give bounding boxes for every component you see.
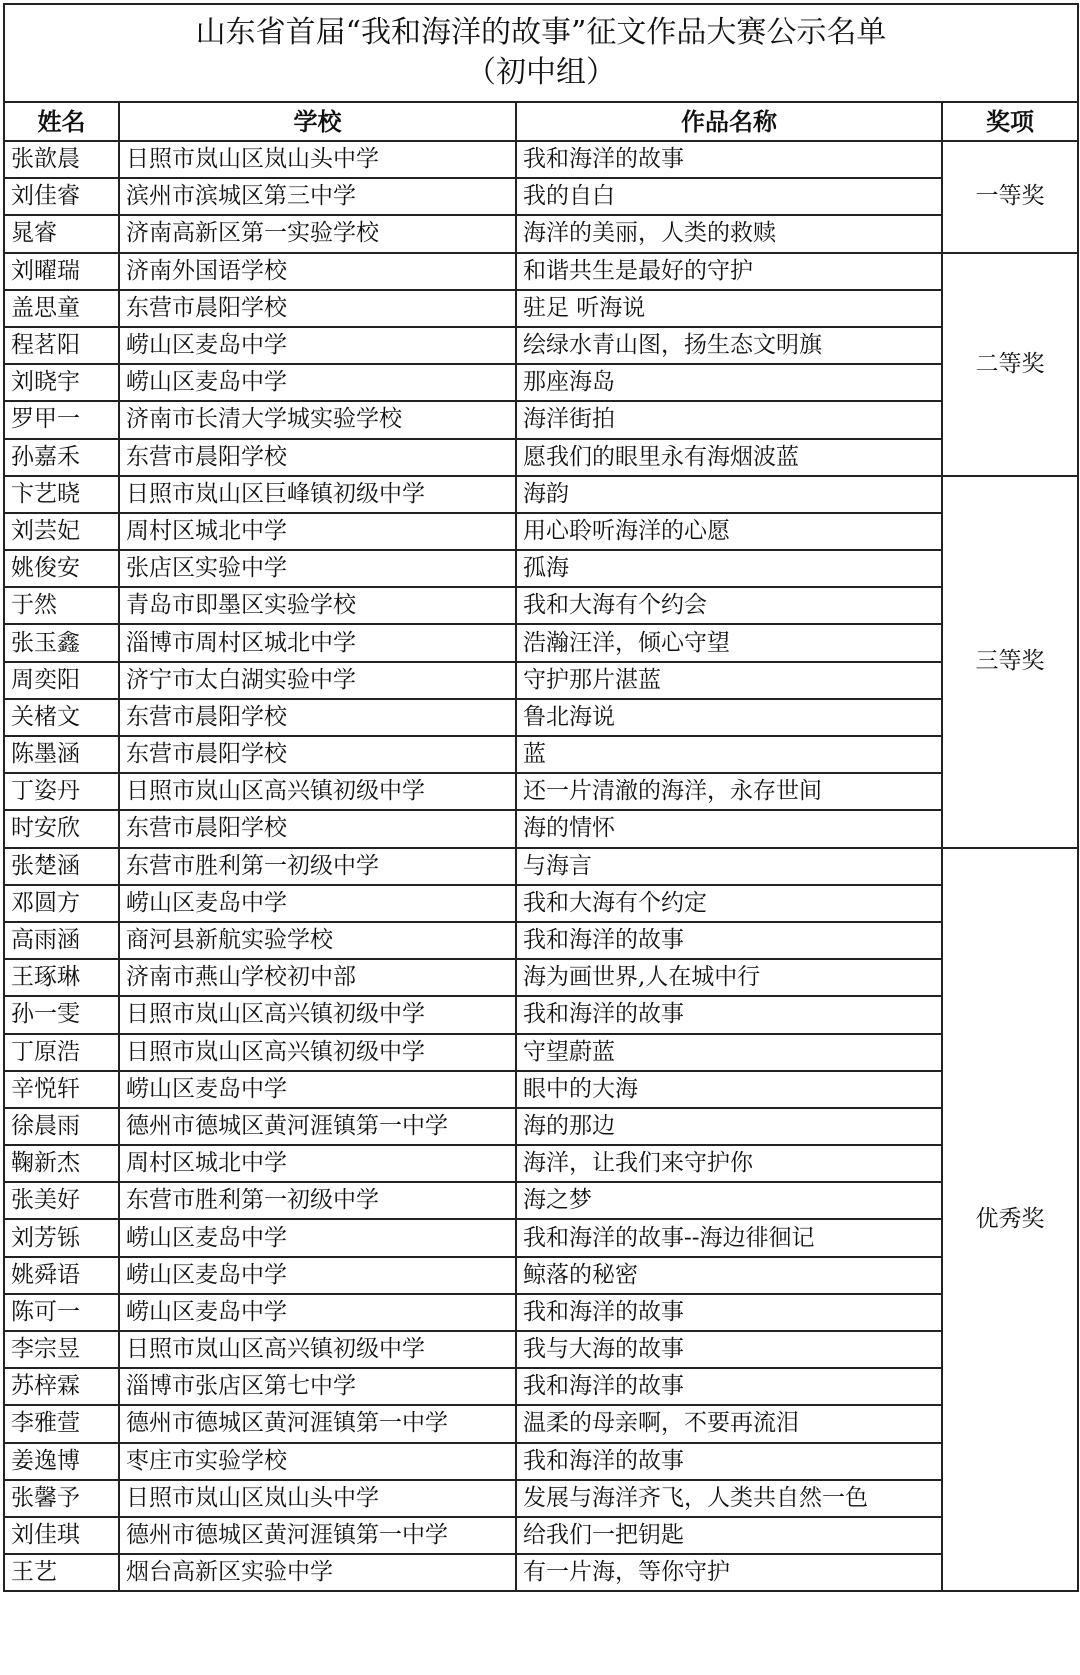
cell-name: 高雨涵 (4, 922, 119, 959)
cell-work: 海的那边 (516, 1108, 942, 1145)
cell-work: 我和海洋的故事 (516, 1368, 942, 1405)
table-row (4, 1443, 1078, 1480)
cell-name: 姚舜语 (4, 1257, 119, 1294)
cell-name: 徐晨雨 (4, 1108, 119, 1145)
cell-work: 海洋的美丽，人类的救赎 (516, 215, 942, 252)
table-row (4, 513, 1078, 550)
cell-name: 辛悦轩 (4, 1071, 119, 1108)
cell-school: 淄博市张店区第七中学 (119, 1368, 516, 1405)
cell-work: 给我们一把钥匙 (516, 1517, 942, 1554)
cell-name: 罗甲一 (4, 401, 119, 438)
cell-school: 日照市岚山区高兴镇初级中学 (119, 773, 516, 810)
cell-work: 我和大海有个约会 (516, 587, 942, 624)
table-row (4, 1331, 1078, 1368)
cell-school: 日照市岚山区岚山头中学 (119, 1480, 516, 1517)
table-row (4, 141, 1078, 178)
table-row (4, 253, 1078, 290)
cell-name: 丁原浩 (4, 1034, 119, 1071)
header-school: 学校 (119, 102, 516, 141)
cell-work: 我和大海有个约定 (516, 885, 942, 922)
cell-school: 崂山区麦岛中学 (119, 1071, 516, 1108)
cell-name: 刘佳琪 (4, 1517, 119, 1554)
cell-school: 东营市胜利第一初级中学 (119, 848, 516, 885)
cell-school: 商河县新航实验学校 (119, 922, 516, 959)
cell-name: 张玉鑫 (4, 624, 119, 661)
cell-school: 崂山区麦岛中学 (119, 1294, 516, 1331)
cell-school: 青岛市即墨区实验学校 (119, 587, 516, 624)
cell-name: 张歆晨 (4, 141, 119, 178)
table-row (4, 959, 1078, 996)
cell-name: 邓圆方 (4, 885, 119, 922)
cell-name: 孙一雯 (4, 996, 119, 1033)
cell-name: 刘佳睿 (4, 178, 119, 215)
cell-school: 张店区实验中学 (119, 550, 516, 587)
table-row (4, 736, 1078, 773)
cell-work: 我的自白 (516, 178, 942, 215)
cell-work: 鲁北海说 (516, 699, 942, 736)
table-row (4, 996, 1078, 1033)
table-row (4, 1480, 1078, 1517)
cell-school: 崂山区麦岛中学 (119, 327, 516, 364)
cell-work: 我和海洋的故事 (516, 141, 942, 178)
table-row (4, 922, 1078, 959)
cell-name: 张楚涵 (4, 848, 119, 885)
cell-name: 时安欣 (4, 810, 119, 847)
header-award: 奖项 (942, 102, 1078, 141)
table-row (4, 178, 1078, 215)
cell-name: 王琢琳 (4, 959, 119, 996)
cell-school: 德州市德城区黄河涯镇第一中学 (119, 1108, 516, 1145)
cell-school: 崂山区麦岛中学 (119, 1219, 516, 1256)
cell-work: 与海言 (516, 848, 942, 885)
title-line1: 山东省首届“我和海洋的故事”征文作品大赛公示名单 (195, 15, 887, 50)
cell-work: 海韵 (516, 476, 942, 513)
cell-work: 守望蔚蓝 (516, 1034, 942, 1071)
table-row (4, 290, 1078, 327)
cell-school: 济宁市太白湖实验中学 (119, 662, 516, 699)
cell-school: 淄博市周村区城北中学 (119, 624, 516, 661)
cell-work: 海之梦 (516, 1182, 942, 1219)
cell-school: 日照市岚山区高兴镇初级中学 (119, 1331, 516, 1368)
cell-name: 孙嘉禾 (4, 439, 119, 476)
cell-work: 我和海洋的故事 (516, 996, 942, 1033)
cell-name: 丁姿丹 (4, 773, 119, 810)
cell-school: 东营市胜利第一初级中学 (119, 1182, 516, 1219)
cell-work: 还一片清澈的海洋，永存世间 (516, 773, 942, 810)
cell-name: 张美好 (4, 1182, 119, 1219)
cell-school: 周村区城北中学 (119, 1145, 516, 1182)
cell-work: 浩瀚汪洋，倾心守望 (516, 624, 942, 661)
cell-work: 海洋街拍 (516, 401, 942, 438)
cell-name: 于然 (4, 587, 119, 624)
cell-award: 二等奖 (942, 253, 1078, 476)
cell-school: 东营市晨阳学校 (119, 736, 516, 773)
cell-work: 和谐共生是最好的守护 (516, 253, 942, 290)
cell-school: 滨州市滨城区第三中学 (119, 178, 516, 215)
cell-work: 发展与海洋齐飞，人类共自然一色 (516, 1480, 942, 1517)
table-row (4, 1517, 1078, 1554)
cell-school: 东营市晨阳学校 (119, 810, 516, 847)
table-row (4, 885, 1078, 922)
cell-work: 绘绿水青山图，扬生态文明旗 (516, 327, 942, 364)
table-row (4, 1257, 1078, 1294)
table-row (4, 1405, 1078, 1442)
table-row (4, 364, 1078, 401)
cell-work: 我和海洋的故事 (516, 922, 942, 959)
table-row (4, 439, 1078, 476)
table-row (4, 662, 1078, 699)
cell-school: 东营市晨阳学校 (119, 699, 516, 736)
title-line2: （初中组） (466, 55, 616, 90)
cell-name: 卞艺晓 (4, 476, 119, 513)
cell-school: 德州市德城区黄河涯镇第一中学 (119, 1517, 516, 1554)
cell-name: 刘芳铄 (4, 1219, 119, 1256)
award-list-table (3, 3, 1079, 1592)
table-row (4, 1071, 1078, 1108)
cell-work: 有一片海，等你守护 (516, 1554, 942, 1591)
cell-work: 我和海洋的故事 (516, 1294, 942, 1331)
cell-school: 济南市长清大学城实验学校 (119, 401, 516, 438)
cell-work: 用心聆听海洋的心愿 (516, 513, 942, 550)
cell-work: 海为画世界,人在城中行 (516, 959, 942, 996)
table-row (4, 1368, 1078, 1405)
cell-school: 日照市岚山区巨峰镇初级中学 (119, 476, 516, 513)
cell-work: 驻足 听海说 (516, 290, 942, 327)
title-row (4, 4, 1078, 102)
cell-work: 那座海岛 (516, 364, 942, 401)
cell-name: 李雅萱 (4, 1405, 119, 1442)
cell-work: 鲸落的秘密 (516, 1257, 942, 1294)
header-row (4, 102, 1078, 141)
cell-name: 刘芸妃 (4, 513, 119, 550)
cell-name: 盖思童 (4, 290, 119, 327)
table-row (4, 699, 1078, 736)
cell-school: 枣庄市实验学校 (119, 1443, 516, 1480)
cell-school: 东营市晨阳学校 (119, 439, 516, 476)
cell-work: 海洋，让我们来守护你 (516, 1145, 942, 1182)
cell-work: 蓝 (516, 736, 942, 773)
cell-name: 苏梓霖 (4, 1368, 119, 1405)
table-row (4, 476, 1078, 513)
cell-school: 崂山区麦岛中学 (119, 885, 516, 922)
cell-work: 愿我们的眼里永有海烟波蓝 (516, 439, 942, 476)
cell-work: 眼中的大海 (516, 1071, 942, 1108)
cell-school: 崂山区麦岛中学 (119, 1257, 516, 1294)
table-row (4, 1219, 1078, 1256)
table-row (4, 1034, 1078, 1071)
table-row (4, 1554, 1078, 1591)
table-row (4, 624, 1078, 661)
cell-school: 济南高新区第一实验学校 (119, 215, 516, 252)
cell-work: 温柔的母亲啊，不要再流泪 (516, 1405, 942, 1442)
cell-name: 晁睿 (4, 215, 119, 252)
header-work: 作品名称 (516, 102, 942, 141)
cell-name: 刘曜瑞 (4, 253, 119, 290)
cell-name: 张馨予 (4, 1480, 119, 1517)
cell-work: 我与大海的故事 (516, 1331, 942, 1368)
table-row (4, 810, 1078, 847)
cell-name: 刘晓宇 (4, 364, 119, 401)
page-title (4, 4, 1078, 102)
table-row (4, 773, 1078, 810)
cell-name: 姚俊安 (4, 550, 119, 587)
cell-school: 日照市岚山区岚山头中学 (119, 141, 516, 178)
cell-name: 程茗阳 (4, 327, 119, 364)
cell-award: 一等奖 (942, 141, 1078, 253)
cell-work: 守护那片湛蓝 (516, 662, 942, 699)
table-row (4, 215, 1078, 252)
cell-name: 关楮文 (4, 699, 119, 736)
cell-school: 周村区城北中学 (119, 513, 516, 550)
table-row (4, 587, 1078, 624)
cell-school: 德州市德城区黄河涯镇第一中学 (119, 1405, 516, 1442)
cell-name: 李宗昱 (4, 1331, 119, 1368)
table-row (4, 327, 1078, 364)
table-row (4, 848, 1078, 885)
table-row (4, 550, 1078, 587)
header-name: 姓名 (4, 102, 119, 141)
table-row (4, 1108, 1078, 1145)
cell-work: 孤海 (516, 550, 942, 587)
cell-name: 周奕阳 (4, 662, 119, 699)
cell-work: 我和海洋的故事 (516, 1443, 942, 1480)
cell-name: 姜逸博 (4, 1443, 119, 1480)
cell-school: 崂山区麦岛中学 (119, 364, 516, 401)
cell-school: 日照市岚山区高兴镇初级中学 (119, 996, 516, 1033)
table-row (4, 1145, 1078, 1182)
cell-name: 陈墨涵 (4, 736, 119, 773)
cell-work: 海的情怀 (516, 810, 942, 847)
table-row (4, 401, 1078, 438)
cell-name: 鞠新杰 (4, 1145, 119, 1182)
cell-name: 陈可一 (4, 1294, 119, 1331)
cell-school: 日照市岚山区高兴镇初级中学 (119, 1034, 516, 1071)
table-row (4, 1182, 1078, 1219)
cell-name: 王艺 (4, 1554, 119, 1591)
cell-award: 三等奖 (942, 476, 1078, 848)
cell-school: 东营市晨阳学校 (119, 290, 516, 327)
cell-school: 烟台高新区实验中学 (119, 1554, 516, 1591)
cell-work: 我和海洋的故事--海边徘徊记 (516, 1219, 942, 1256)
table-row (4, 1294, 1078, 1331)
cell-school: 济南市燕山学校初中部 (119, 959, 516, 996)
cell-award: 优秀奖 (942, 848, 1078, 1592)
cell-school: 济南外国语学校 (119, 253, 516, 290)
